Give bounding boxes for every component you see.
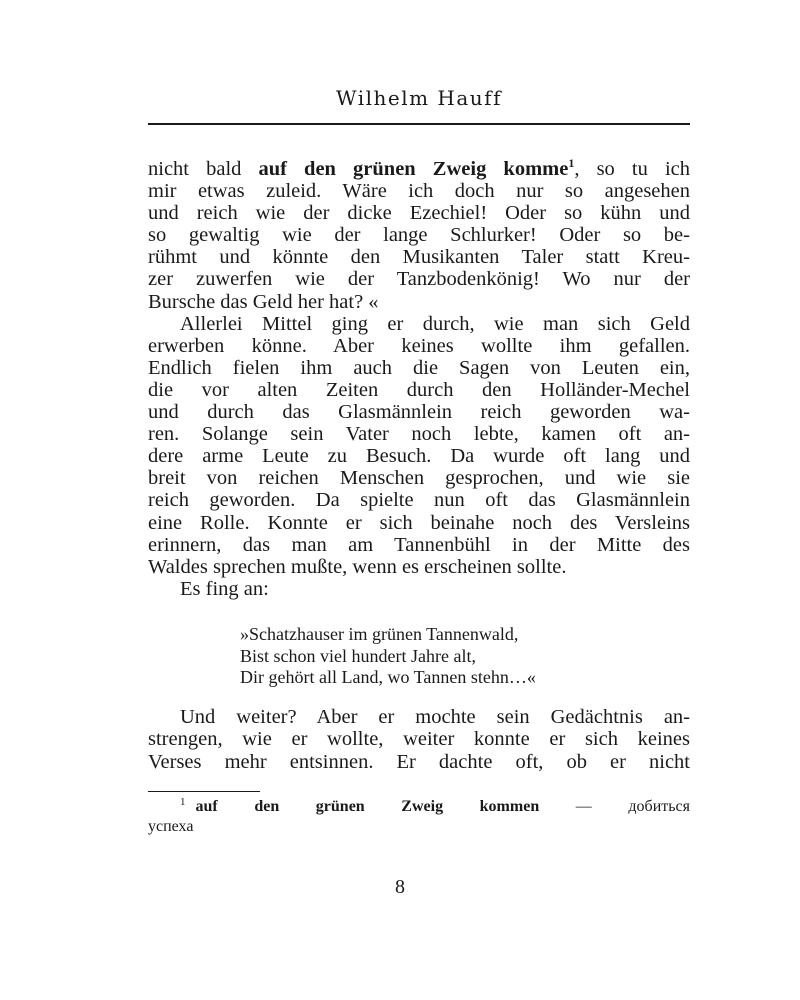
text-line: Und weiter? Aber er mochte sein Gedächtnis an- [180,706,690,728]
footnote-term: auf den grünen Zweig kommen [195,798,540,815]
text-line: und reich wie der dicke Ezechiel! Oder so kühn und [148,202,690,225]
text-line: Allerlei Mittel ging er durch, wie man sich Geld [180,312,690,335]
text-segment: nicht bald [148,158,259,180]
text-line: breit von reichen Menschen gesprochen, und wie sie [148,467,690,490]
text-line: die vor alten Zeiten durch den Holländer-Mechel [148,378,690,401]
text-line: so gewaltig wie der lange Schlurker! Oder so be- [148,224,690,247]
text-line [148,158,690,180]
text-line: mir etwas zuleid. Wäre ich doch nur so angesehen [148,180,690,203]
footnote-line [148,797,690,817]
footnote [148,797,690,837]
footnote-number: 1 [180,796,186,808]
header-rule [148,123,690,125]
verse-line: Bist schon viel hundert Jahre alt, [240,645,476,666]
text-line: rühmt und könnte den Musikanten Taler statt Kreu- [148,246,690,269]
text-line: Es fing an: [180,577,269,600]
footnote-reference: 1 [568,156,575,170]
text-line: Bursche das Geld her hat? « [148,290,379,313]
text-line: erinnern, das man am Tannenbühl in der Mitte des [148,533,690,556]
page-number: 8 [395,876,405,898]
text-line: und durch das Glasmännlein reich geworden wa- [148,401,690,424]
text-line: Waldes sprechen mußte, wenn es erscheinen sollte. [148,555,567,578]
text-line: Verses mehr entsinnen. Er dachte oft, ob er nicht [148,750,690,773]
idiom-bold: auf den grünen Zweig komme [258,158,569,180]
text-segment: , so tu ich [574,158,690,180]
verse-line: »Schatzhauser im grünen Tannenwald, [240,624,519,644]
text-line: dere arme Leute zu Besuch. Da wurde oft lang und [148,445,690,468]
text-line: reich geworden. Da spielte nun oft das Glasmännlein [148,489,690,512]
continuation-text [148,706,690,773]
text-line: ren. Solange sein Vater noch lebte, kamen oft an- [148,423,690,446]
running-head-title: Wilhelm Hauff [336,86,502,110]
footnote-line: успеха [148,818,194,835]
main-text [148,158,690,600]
footnote-dash: — [539,798,629,815]
text-line: eine Rolle. Konnte er sich beinahe noch des Versleins [148,511,690,534]
text-line: strengen, wie er wollte, weiter konnte er sich keines [148,728,690,751]
footnote-translation: добиться [628,798,690,815]
footnote-rule [148,791,260,792]
text-line: Endlich fielen ihm auch die Sagen von Leuten ein, [148,356,690,379]
text-line: zer zuwerfen wie der Tanzbodenkönig! Wo nur der [148,268,690,291]
verse-block [240,624,536,689]
text-line: erwerben könne. Aber keines wollte ihm gefallen. [148,334,690,357]
verse-line: Dir gehört all Land, wo Tannen stehn…« [240,667,536,687]
